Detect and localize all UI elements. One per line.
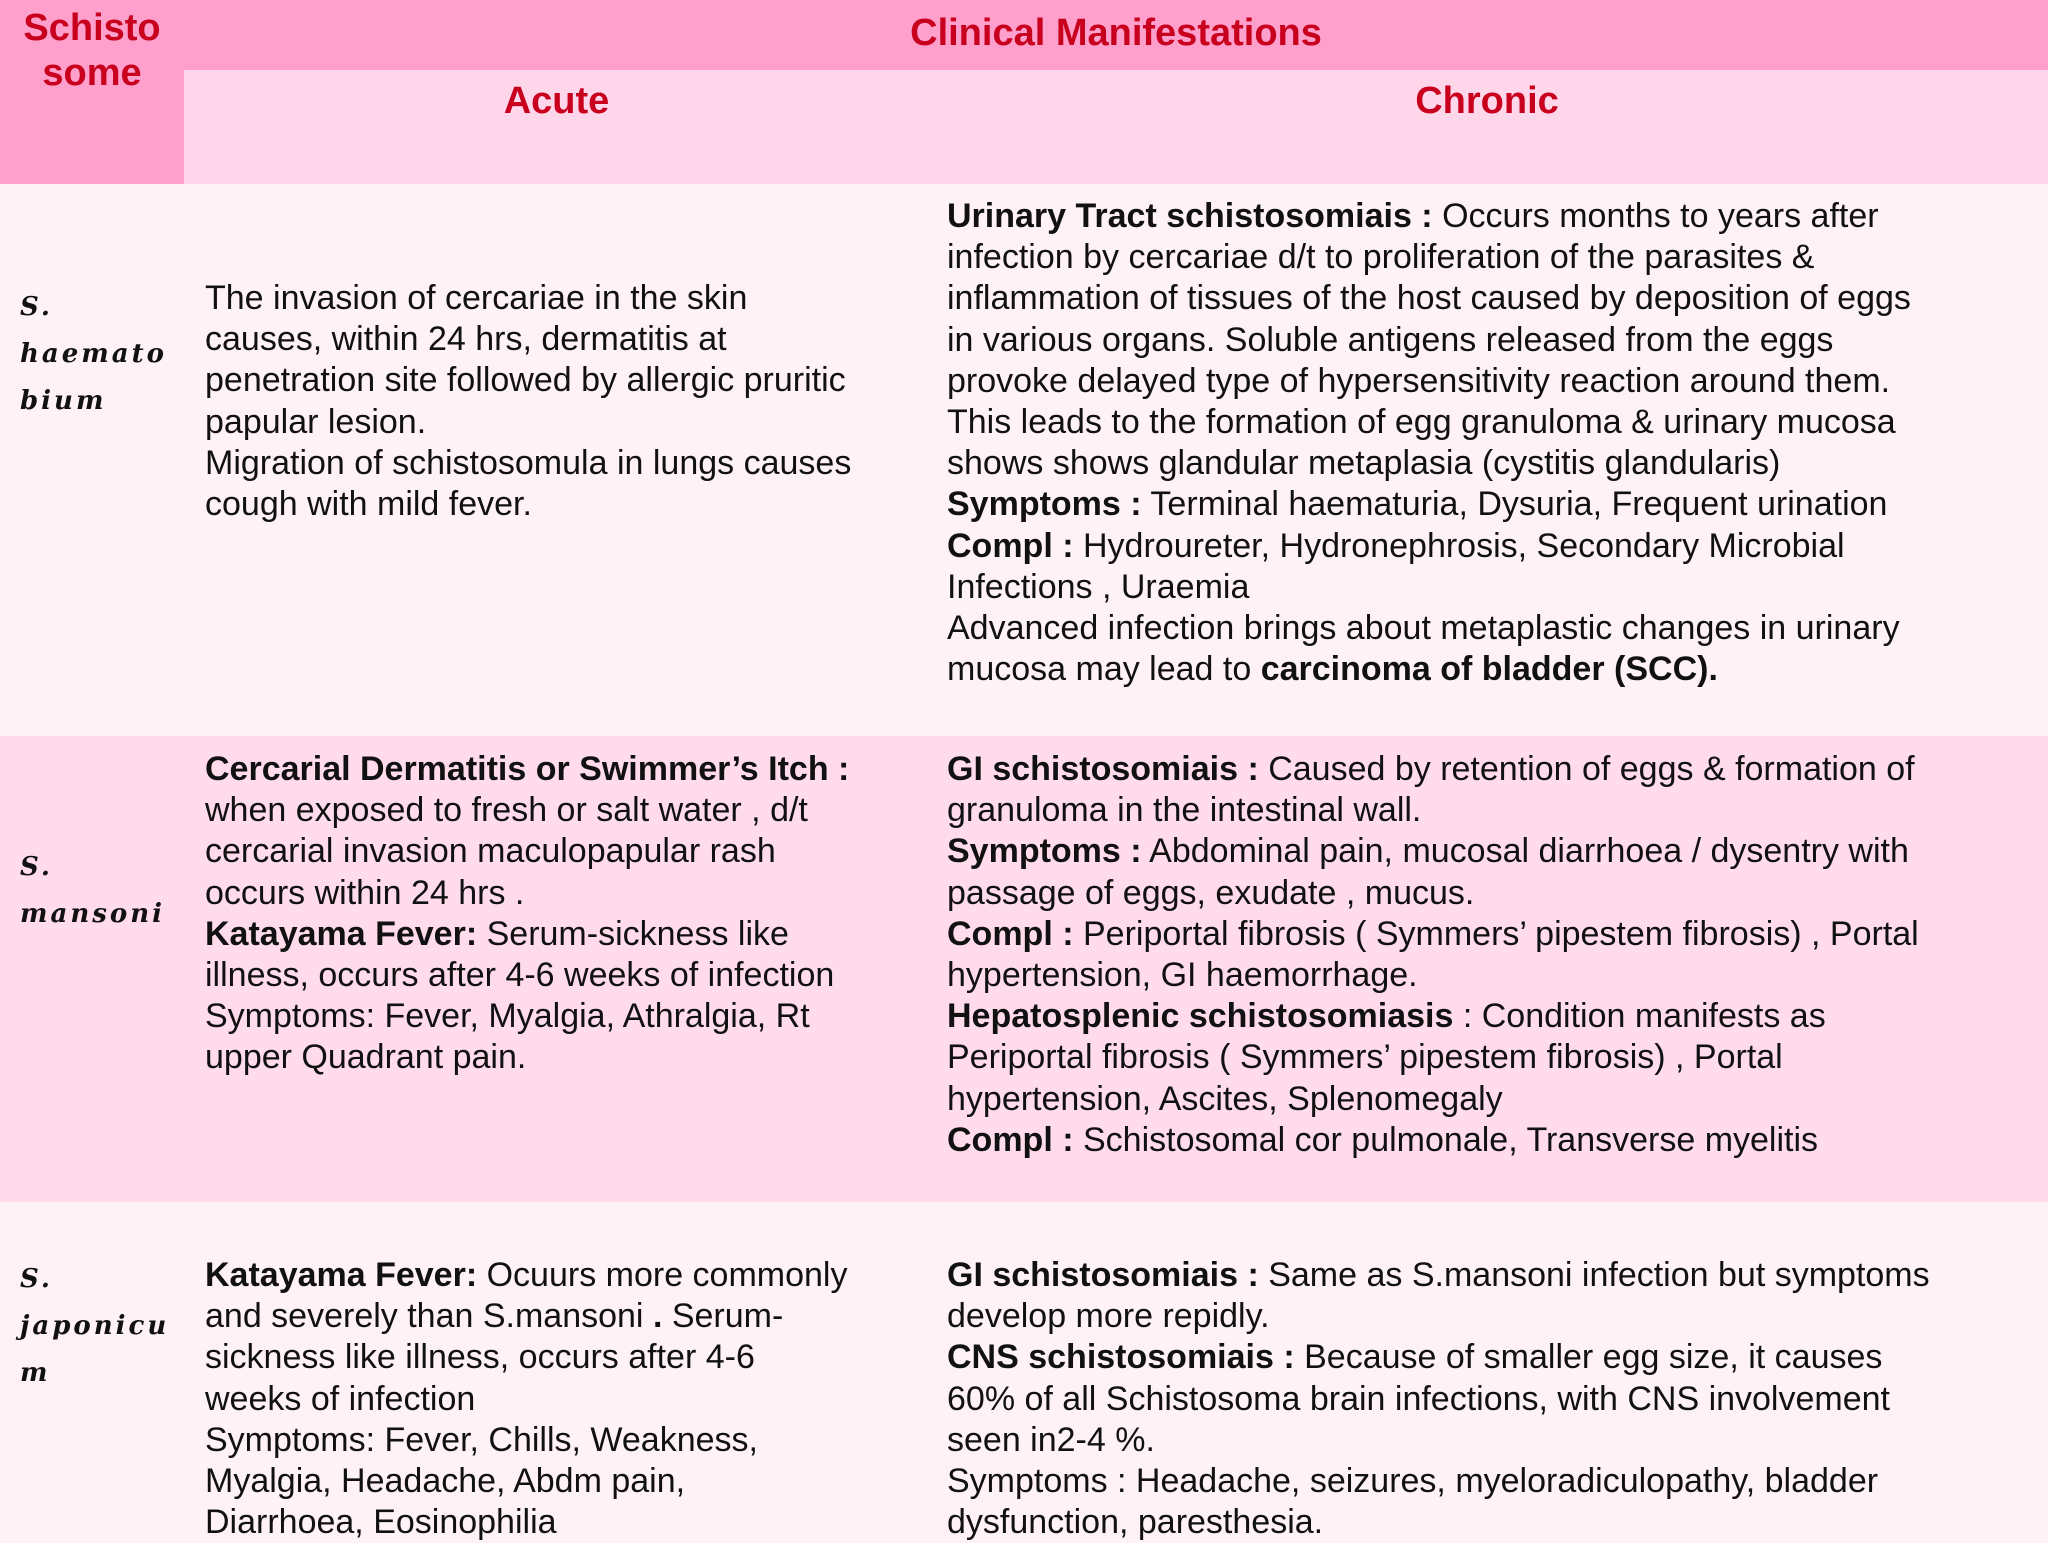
text-line: Advanced infection brings about metaplastic changes in urinary <box>947 609 1900 648</box>
acute-cell-mansoni <box>205 749 925 1079</box>
chronic-cell-japonicum <box>947 1255 2042 1543</box>
term-text: Caused by retention of eggs & formation of <box>1258 750 1915 788</box>
header-schistosome <box>0 6 184 96</box>
text-line: penetration site followed by allergic pruritic <box>205 361 846 400</box>
term-label: . <box>652 1297 663 1336</box>
term-text: Same as S.mansoni infection but symptoms <box>1258 1256 1930 1294</box>
term-label: Symptoms : <box>947 485 1142 524</box>
text-line <box>205 1296 925 1337</box>
term-text: : Condition manifests as <box>1453 997 1826 1036</box>
text-line: Symptoms: Fever, Myalgia, Athralgia, Rt <box>205 997 810 1036</box>
term-label: CNS schistosomiais : <box>947 1338 1295 1377</box>
term-label: Hepatosplenic schistosomiasis <box>947 997 1454 1036</box>
term-text: Ocuurs more commonly <box>477 1256 848 1294</box>
term-label: Katayama Fever: <box>205 914 478 953</box>
header-acute: Acute <box>503 80 610 122</box>
text-line: occurs within 24 hrs . <box>205 873 525 912</box>
text-line: Symptoms: Fever, Chills, Weakness, <box>205 1420 758 1459</box>
text-line <box>947 996 2042 1037</box>
species-name-line: S. <box>20 1264 53 1294</box>
term-label: GI schistosomiais : <box>947 750 1259 788</box>
text-line: cercarial invasion maculopapular rash <box>205 832 776 871</box>
text-line <box>947 1120 2042 1161</box>
text-line <box>205 914 925 955</box>
text-line: Symptoms : Headache, seizures, myeloradiculopathy, bladder <box>947 1462 1879 1501</box>
text-line <box>947 1255 2042 1296</box>
term-text: Hydroureter, Hydronephrosis, Secondary Microbial <box>1073 526 1845 565</box>
text-line: provoke delayed type of hypersensitivity reaction around them. <box>947 361 1891 400</box>
text-line: in various organs. Soluble antigens released from the eggs <box>947 320 1834 359</box>
species-name-line: bium <box>20 386 107 416</box>
term-text: Terminal haematuria, Dysuria, Frequent urination <box>1141 485 1888 524</box>
text-line <box>947 1337 2042 1378</box>
text-line: Diarrhoea, Eosinophilia <box>205 1503 557 1542</box>
text-line <box>947 526 2037 567</box>
term-label: Compl : <box>947 526 1074 565</box>
text-line: Migration of schistosomula in lungs causes <box>205 443 852 482</box>
text-line: Myalgia, Headache, Abdm pain, <box>205 1462 686 1501</box>
term-label: Katayama Fever: <box>205 1256 478 1294</box>
species-name-mansoni <box>20 844 170 938</box>
text-line <box>205 1255 925 1296</box>
term-label: GI schistosomiais : <box>947 1256 1259 1294</box>
text-line: sickness like illness, occurs after 4-6 <box>205 1338 755 1377</box>
text-line: passage of eggs, exudate , mucus. <box>947 873 1475 912</box>
text-line: weeks of infection <box>205 1379 476 1418</box>
chronic-cell-mansoni <box>947 749 2042 1161</box>
term-label: Symptoms : <box>947 832 1142 871</box>
term-label: Compl : <box>947 914 1074 953</box>
header-schistosome-line1: Schisto <box>23 7 161 49</box>
text-line: when exposed to fresh or salt water , d/t <box>205 791 808 830</box>
species-name-line: S. <box>20 852 53 882</box>
species-name-line: mansoni <box>20 899 166 929</box>
acute-cell-japonicum <box>205 1255 925 1543</box>
text-line <box>947 914 2042 955</box>
text-line: illness, occurs after 4-6 weeks of infection <box>205 956 835 995</box>
header-clinical-manifestations: Clinical Manifestations <box>910 12 1322 54</box>
text-line <box>947 196 2037 237</box>
acute-cell-haematobium <box>205 278 925 525</box>
text-line <box>947 831 2042 872</box>
chronic-cell-haematobium <box>947 196 2037 690</box>
term-text: and severely than S.mansoni <box>205 1297 653 1336</box>
species-name-line: S. <box>20 292 53 322</box>
term-label: Cercarial Dermatitis or Swimmer’s Itch : <box>205 750 850 788</box>
text-line <box>947 749 2042 790</box>
term-label: Urinary Tract schistosomiais : <box>947 197 1433 235</box>
text-line <box>205 749 925 790</box>
text-line: infection by cercariae d/t to proliferation of the parasites & <box>947 238 1815 277</box>
term-text: mucosa may lead to <box>947 650 1261 689</box>
species-name-haematobium <box>20 284 170 425</box>
text-line: 60% of all Schistosoma brain infections, with CNS involvement <box>947 1379 1890 1418</box>
term-text: Occurs months to years after <box>1432 197 1879 235</box>
text-line: develop more repidly. <box>947 1297 1270 1336</box>
header-chronic: Chronic <box>1415 80 1559 122</box>
text-line: The invasion of cercariae in the skin <box>205 279 748 317</box>
term-text: Periportal fibrosis ( Symmers’ pipestem fibrosis) , Portal <box>1073 914 1919 953</box>
term-text: Serum- <box>662 1297 784 1336</box>
text-line: upper Quadrant pain. <box>205 1038 527 1077</box>
term-text: Because of smaller egg size, it causes <box>1294 1338 1883 1377</box>
term-label: carcinoma of bladder (SCC). <box>1260 650 1718 689</box>
term-text: Abdominal pain, mucosal diarrhoea / dysentry with <box>1141 832 1909 871</box>
term-text: Schistosomal cor pulmonale, Transverse myelitis <box>1073 1120 1819 1159</box>
text-line: cough with mild fever. <box>205 485 532 524</box>
text-line: Periportal fibrosis ( Symmers’ pipestem fibrosis) , Portal <box>947 1038 1783 1077</box>
term-text: Serum-sickness like <box>477 914 789 953</box>
text-line: hypertension, Ascites, Splenomegaly <box>947 1079 1503 1118</box>
species-name-line: japonicu <box>20 1311 170 1341</box>
species-name-line: haemato <box>20 339 168 369</box>
species-name-line: m <box>20 1358 51 1388</box>
term-label: Compl : <box>947 1120 1074 1159</box>
text-line: granuloma in the intestinal wall. <box>947 791 1422 830</box>
text-line: This leads to the formation of egg granuloma & urinary mucosa <box>947 403 1896 442</box>
header-schistosome-line2: some <box>42 52 142 94</box>
text-line: causes, within 24 hrs, dermatitis at <box>205 320 727 359</box>
text-line: seen in2-4 %. <box>947 1420 1155 1459</box>
text-line: hypertension, GI haemorrhage. <box>947 956 1418 995</box>
text-line: Infections , Uraemia <box>947 567 1250 606</box>
text-line: inflammation of tissues of the host caused by deposition of eggs <box>947 279 1911 318</box>
text-line <box>947 649 2037 690</box>
text-line: dysfunction, paresthesia. <box>947 1503 1324 1542</box>
species-name-japonicum <box>20 1256 170 1397</box>
text-line: papular lesion. <box>205 402 427 441</box>
text-line <box>947 484 2037 525</box>
text-line: shows shows glandular metaplasia (cystitis glandularis) <box>947 444 1781 483</box>
